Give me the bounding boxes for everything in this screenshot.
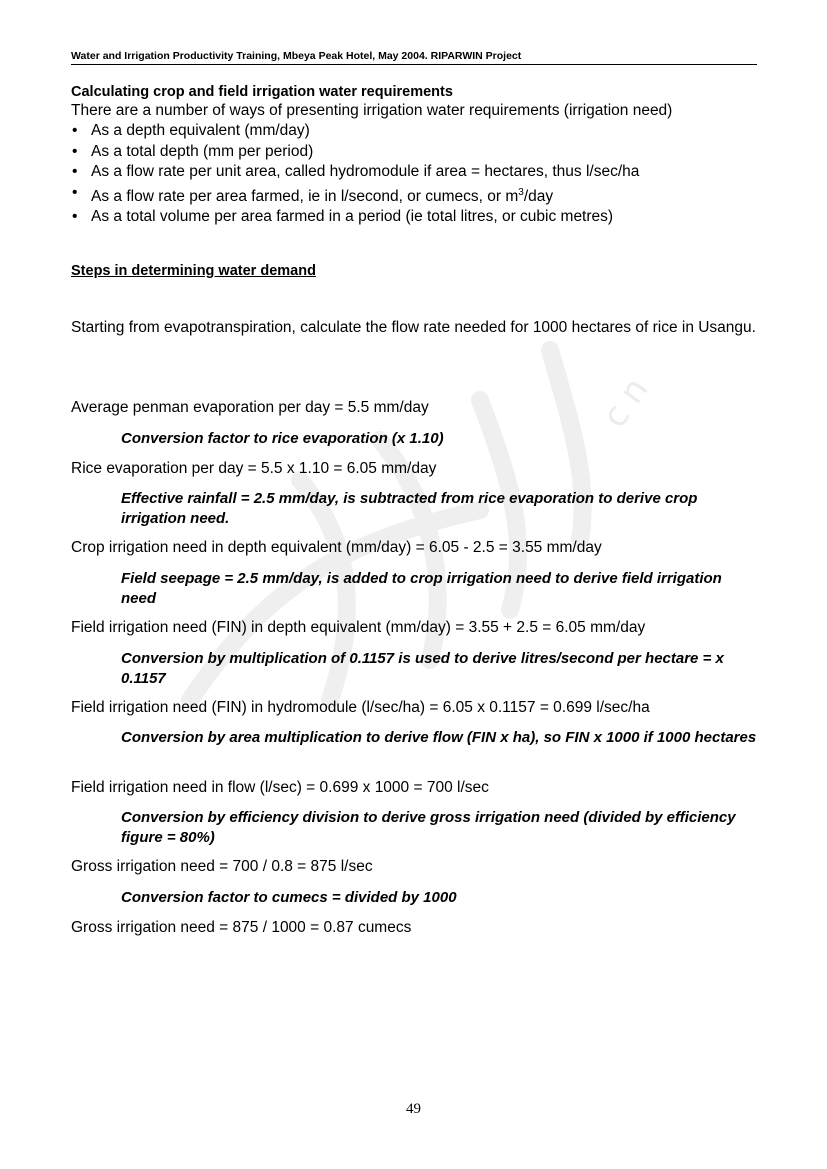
calc-line: Rice evaporation per day = 5.5 x 1.10 = 6.05 mm/day: [71, 460, 437, 477]
conversion-note: Conversion factor to cumecs = divided by 1000: [121, 889, 457, 906]
list-item: • As a flow rate per area farmed, ie in l/second, or cumecs, or $m^3$/day: [72, 183, 554, 205]
calc-line: Field irrigation need in flow (l/sec) = 0.699 x 1000 = 700 l/sec: [71, 779, 489, 796]
page-number: 49: [406, 1101, 421, 1117]
conversion-note: Field seepage = 2.5 mm/day, is added to crop irrigation need to derive field irrigation need: [121, 570, 722, 607]
list-item: • As a total depth (mm per period): [72, 142, 314, 160]
calc-line: Field irrigation need (FIN) in depth equivalent (mm/day) = 3.55 + 2.5 = 6.05 mm/day: [71, 619, 646, 636]
intro-text: There are a number of ways of presenting irrigation water requirements (irrigation need): [71, 102, 673, 119]
conversion-note: Conversion factor to rice evaporation (x 1.10): [121, 430, 444, 447]
calc-line: Gross irrigation need = 875 / 1000 = 0.87 cumecs: [71, 919, 412, 936]
svg-text:c n: c n: [594, 370, 657, 436]
section-title: Calculating crop and field irrigation water requirements: [71, 84, 453, 100]
list-item: • As a total volume per area farmed in a period (ie total litres, or cubic metres): [72, 208, 614, 226]
intro-paragraph: Starting from evapotranspiration, calculate the flow rate needed for 1000 hectares of rice in Usangu.: [71, 319, 756, 336]
list-item: • As a flow rate per unit area, called hydromodule if area = hectares, thus l/sec/ha: [72, 163, 640, 180]
conversion-note: Conversion by efficiency division to derive gross irrigation need (divided by efficiency figure = 80%): [121, 809, 736, 846]
calc-line: Field irrigation need (FIN) in hydromodule (l/sec/ha) = 6.05 x 0.1157 = 0.699 l/sec/ha: [71, 699, 650, 716]
conversion-note: Effective rainfall = 2.5 mm/day, is subtracted from rice evaporation to derive crop irrigation need.: [121, 490, 698, 527]
calc-line: Crop irrigation need in depth equivalent (mm/day) = 6.05 - 2.5 = 3.55 mm/day: [71, 539, 602, 556]
conversion-note: Conversion by multiplication of 0.1157 is used to derive litres/second per hectare = x 0.1157: [121, 650, 724, 687]
bullet-list: [71, 121, 639, 228]
list-item: • As a depth equivalent (mm/day): [72, 122, 310, 139]
conversion-note: Conversion by area multiplication to derive flow (FIN x ha), so FIN x 1000 if 1000 hectares: [121, 729, 757, 746]
section-heading: Steps in determining water demand: [71, 263, 316, 279]
running-header: Water and Irrigation Productivity Training, Mbeya Peak Hotel, May 2004. RIPARWIN Project: [71, 49, 757, 65]
calc-line: Average penman evaporation per day = 5.5 mm/day: [71, 399, 429, 416]
calc-line: Gross irrigation need = 700 / 0.8 = 875 l/sec: [71, 858, 373, 875]
